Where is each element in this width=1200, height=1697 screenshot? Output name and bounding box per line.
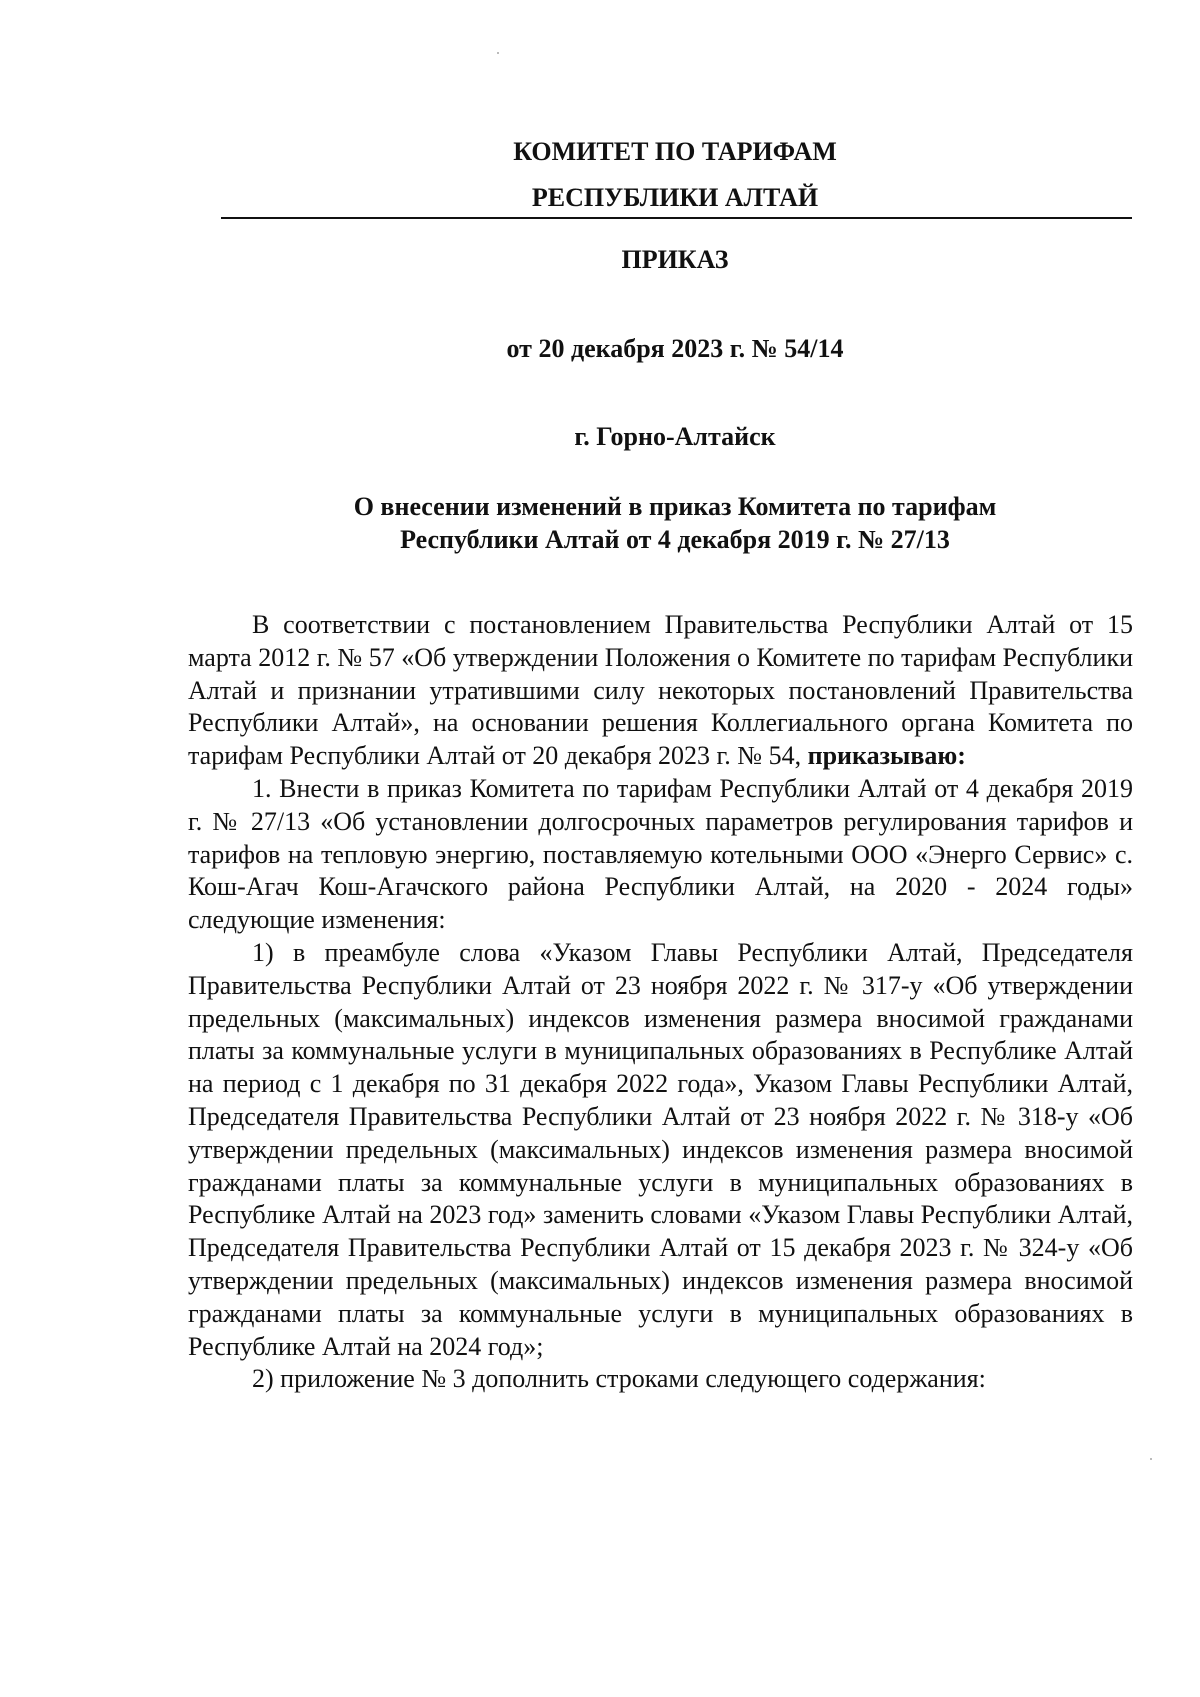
item-1-2-paragraph: 2) приложение № 3 дополнить строками следующего содержания: bbox=[252, 1364, 986, 1394]
preamble-text: В соответствии с постановлением Правительства Республики Алтай от 15 марта 2012 г. № 57 «Об утверждении Положения о Комитете по тарифам Республики Алтай и признании утратившими силу некоторых постановлений Правительства Республики Алтай», на основании решения Коллегиального органа Комитета по тарифам Республики Алтай от 20 декабря 2023 г. № 54, bbox=[188, 610, 1133, 771]
organization-name-line2: РЕСПУБЛИКИ АЛТАЙ bbox=[531, 183, 819, 212]
order-subject-line1: О внесении изменений в приказ Комитета по тарифам bbox=[353, 492, 997, 521]
order-city: г. Горно-Алтайск bbox=[574, 422, 776, 451]
order-subject bbox=[75, 490, 1200, 556]
item-1-paragraph: 1. Внести в приказ Комитета по тарифам Республики Алтай от 4 декабря 2019 г. № 27/13 «Об установлении долгосрочных параметров регулирования тарифов и тарифов на тепловую энергию, поставляемую котельными ООО «Энерго Сервис» с. Кош-Агач Кош-Агачского района Республики Алтай, на 2020 - 2024 годы» следующие изменения: bbox=[188, 773, 1133, 935]
header-divider bbox=[221, 217, 1132, 219]
order-subject-line2: Республики Алтай от 4 декабря 2019 г. № 27/13 bbox=[400, 525, 950, 554]
scan-speck bbox=[497, 52, 499, 54]
preamble-paragraph bbox=[188, 609, 1133, 773]
document-title: ПРИКАЗ bbox=[621, 245, 729, 274]
order-date-number: от 20 декабря 2023 г. № 54/14 bbox=[506, 334, 844, 363]
preamble-order-word: приказываю: bbox=[807, 741, 966, 771]
organization-name-line1: КОМИТЕТ ПО ТАРИФАМ bbox=[513, 137, 837, 166]
document-body bbox=[188, 609, 1133, 1396]
item-1-1-paragraph: 1) в преамбуле слова «Указом Главы Республики Алтай, Председателя Правительства Республики Алтай от 23 ноября 2022 г. № 317-у «Об утверждении предельных (максимальных) индексов изменения размера вносимой гражданами платы за коммунальные услуги в муниципальных образованиях в Республике Алтай на период с 1 декабря по 31 декабря 2022 года», Указом Главы Республики Алтай, Председателя Правительства Республики Алтай от 23 ноября 2022 г. № 318-у «Об утверждении предельных (максимальных) индексов изменения размера вносимой гражданами платы за коммунальные услуги в муниципальных образованиях в Республике Алтай на 2023 год» заменить словами «Указом Главы Республики Алтай, Председателя Правительства Республики Алтай от 15 декабря 2023 г. № 324-у «Об утверждении предельных (максимальных) индексов изменения размера вносимой гражданами платы за коммунальные услуги в муниципальных образованиях в Республике Алтай на 2024 год»; bbox=[188, 937, 1133, 1361]
scan-speck bbox=[1150, 1458, 1152, 1460]
